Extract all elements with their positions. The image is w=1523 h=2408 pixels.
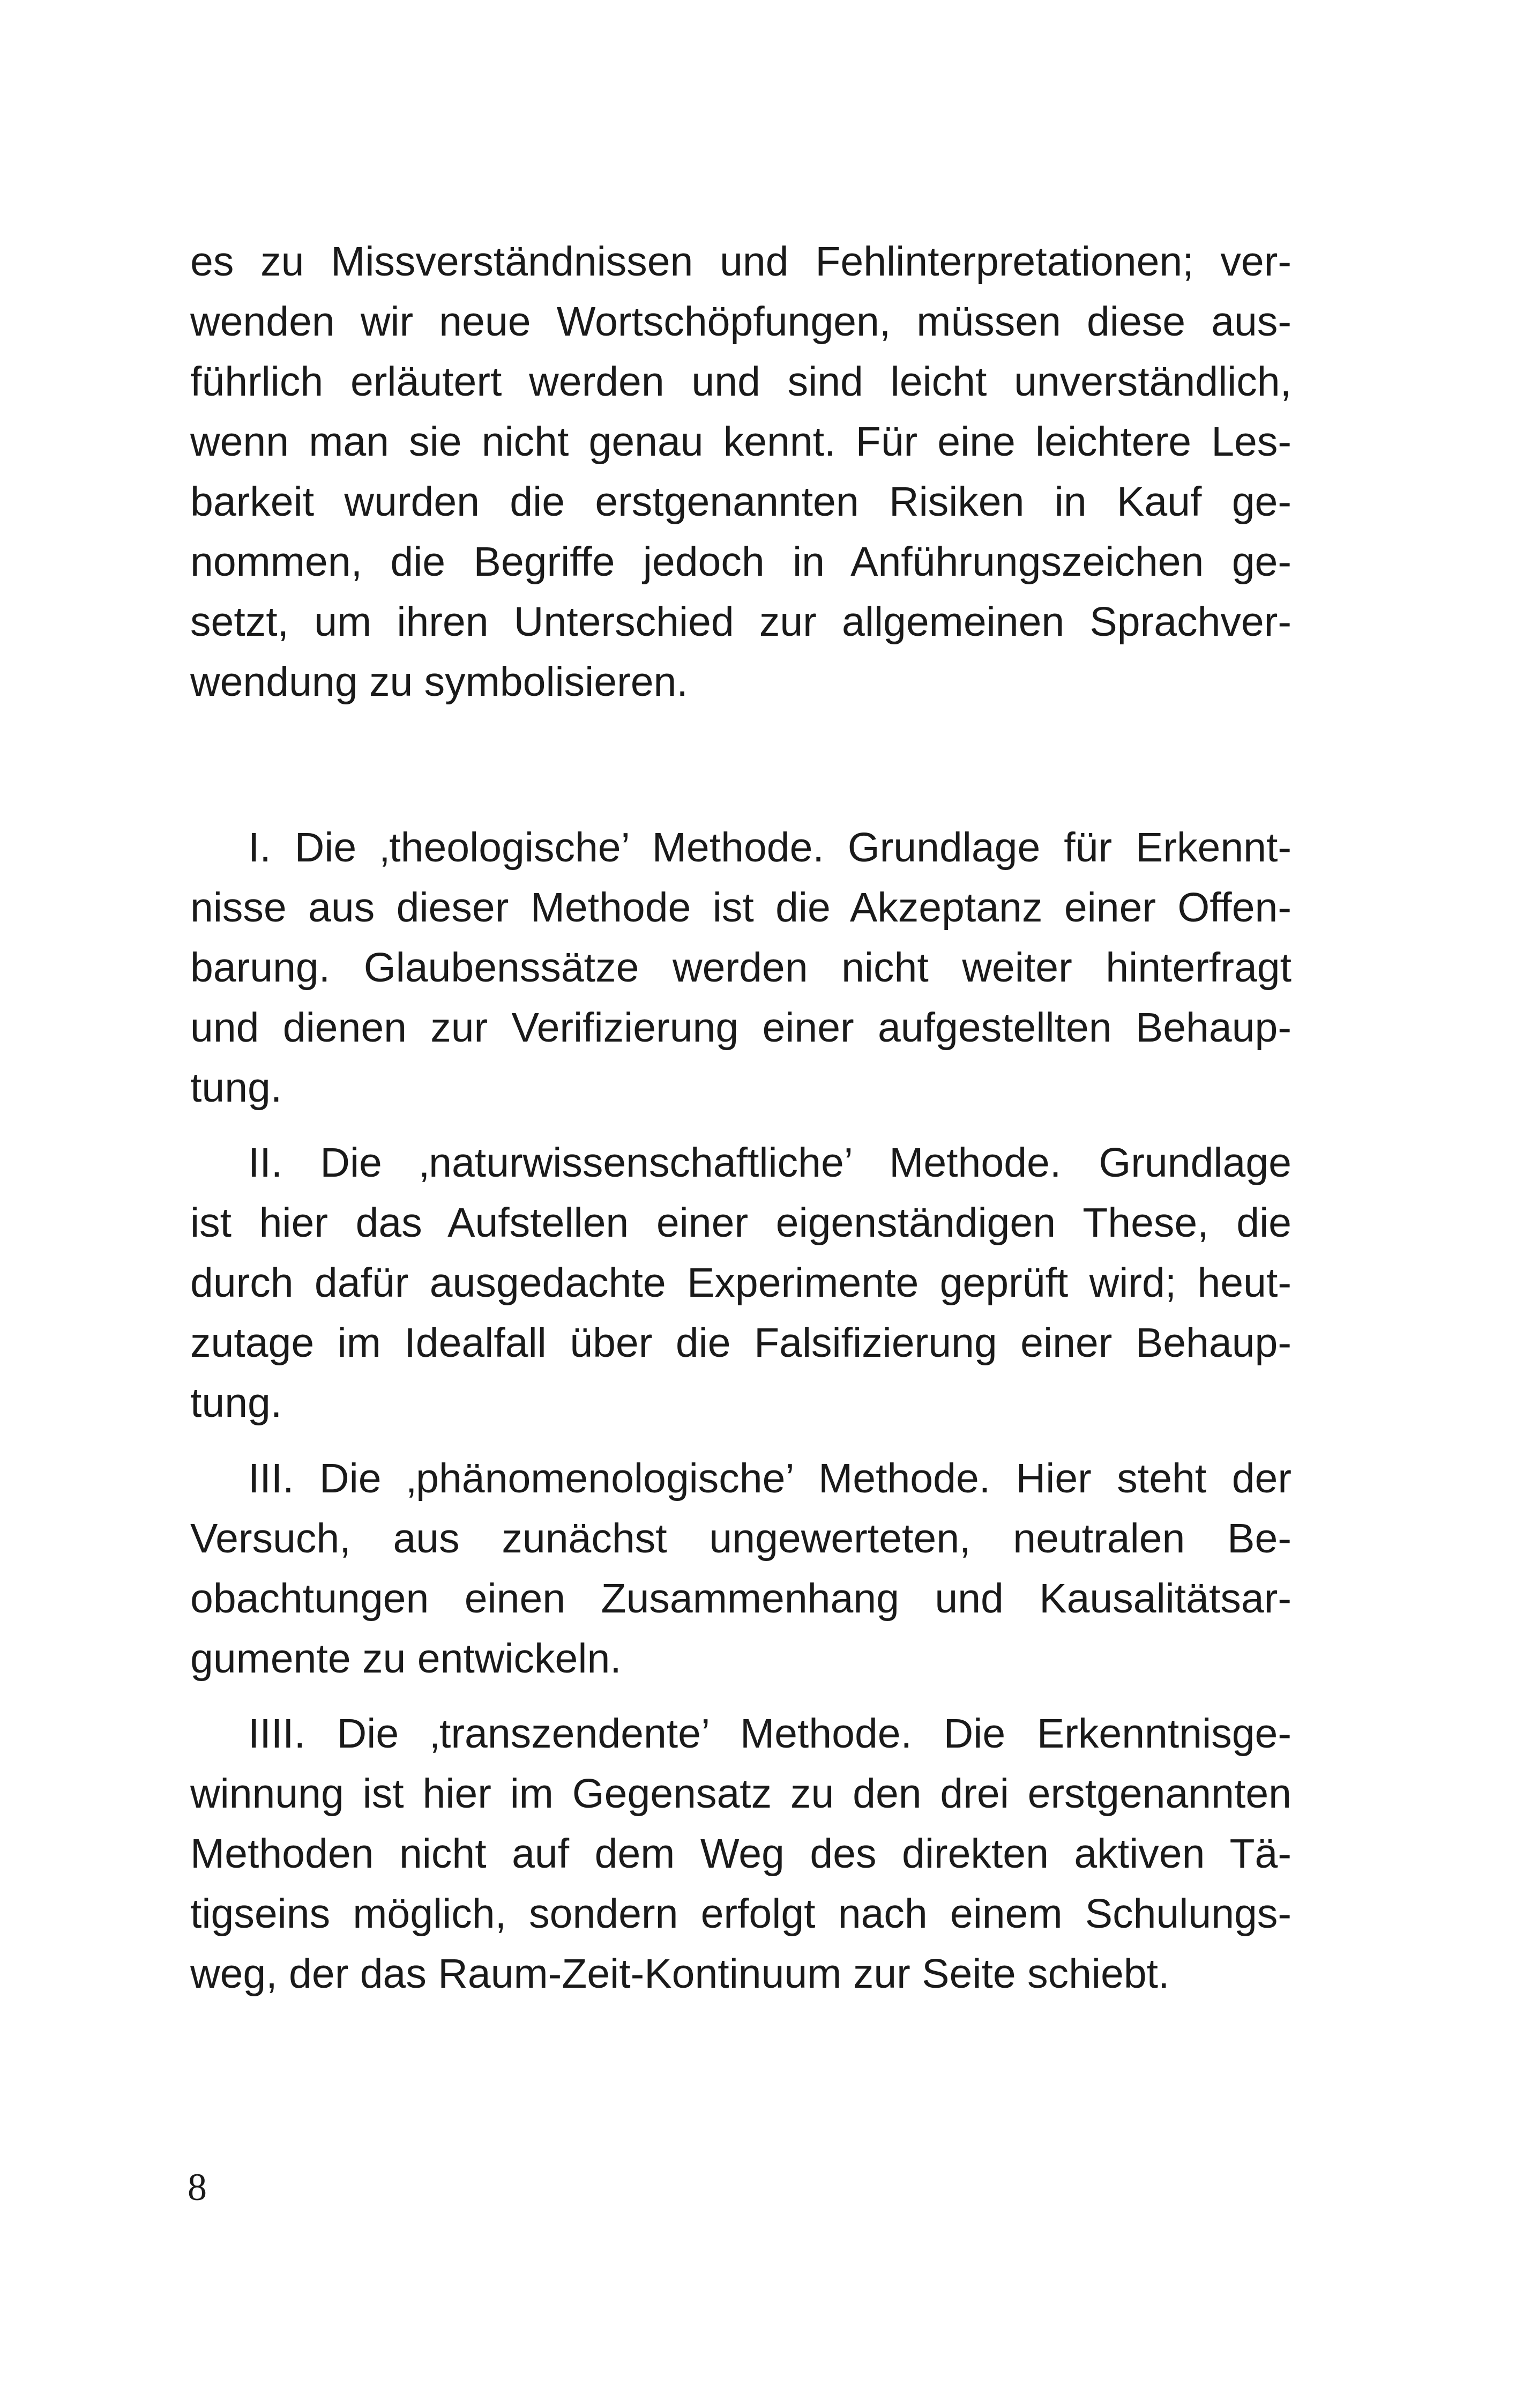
method-paragraph-transcendent [190,1704,1291,2004]
text-line: Methoden nicht auf dem Weg des direkten aktiven Tä- [190,1831,1291,1877]
text-line: barkeit wurden die erstgenannten Risiken in Kauf ge- [190,479,1291,525]
text-line: nommen, die Begriffe jedoch in Anführungszeichen ge- [190,539,1291,585]
text-line: ist hier das Aufstellen einer eigenständigen These, die [190,1200,1291,1246]
text-line: winnung ist hier im Gegensatz zu den drei erstgenannten [190,1771,1291,1817]
text-line: obachtungen einen Zusammenhang und Kausalitätsar- [190,1575,1291,1622]
text-line: und dienen zur Verifizierung einer aufgestellten Behaup- [190,1005,1291,1051]
text-line: Versuch, aus zunächst ungewerteten, neutralen Be- [190,1515,1291,1562]
text-line: barung. Glaubenssätze werden nicht weiter hinterfragt [190,945,1291,991]
method-paragraph-theological [190,817,1291,1118]
text-line: wenden wir neue Wortschöpfungen, müssen diese aus- [190,299,1291,345]
intro-paragraph [190,232,1291,712]
text-line: I. Die ‚theologische’ Methode. Grundlage für Erkennt- [248,824,1291,871]
text-line: es zu Missverständnissen und Fehlinterpretationen; ver- [190,239,1291,285]
text-line: tigseins möglich, sondern erfolgt nach einem Schulungs- [190,1891,1291,1937]
method-paragraph-phenomenological [190,1448,1291,1689]
text-line: II. Die ‚naturwissenschaftliche’ Methode. Grundlage [248,1140,1291,1186]
text-line: setzt, um ihren Unterschied zur allgemeinen Sprachver- [190,599,1291,645]
text-line: weg, der das Raum-Zeit-Kontinuum zur Seite schiebt. [190,1951,1170,1997]
text-line: IIII. Die ‚transzendente’ Methode. Die Erkenntnisge- [248,1711,1291,1757]
text-line: zutage im Idealfall über die Falsifizierung einer Behaup- [190,1320,1291,1366]
text-line: nisse aus dieser Methode ist die Akzeptanz einer Offen- [190,885,1291,931]
text-line: wenn man sie nicht genau kennt. Für eine leichtere Les- [190,419,1291,465]
page-number: 8 [188,2166,207,2209]
text-line: gumente zu entwickeln. [190,1636,622,1682]
text-line: tung. [190,1380,282,1426]
text-line: tung. [190,1065,282,1111]
text-line: durch dafür ausgedachte Experimente geprüft wird; heut- [190,1260,1291,1306]
text-line: wendung zu symbolisieren. [190,659,688,705]
text-line: führlich erläutert werden und sind leicht unverständlich, [190,359,1291,405]
text-line: III. Die ‚phänomenologische’ Methode. Hier steht der [248,1455,1291,1502]
method-paragraph-scientific [190,1133,1291,1433]
